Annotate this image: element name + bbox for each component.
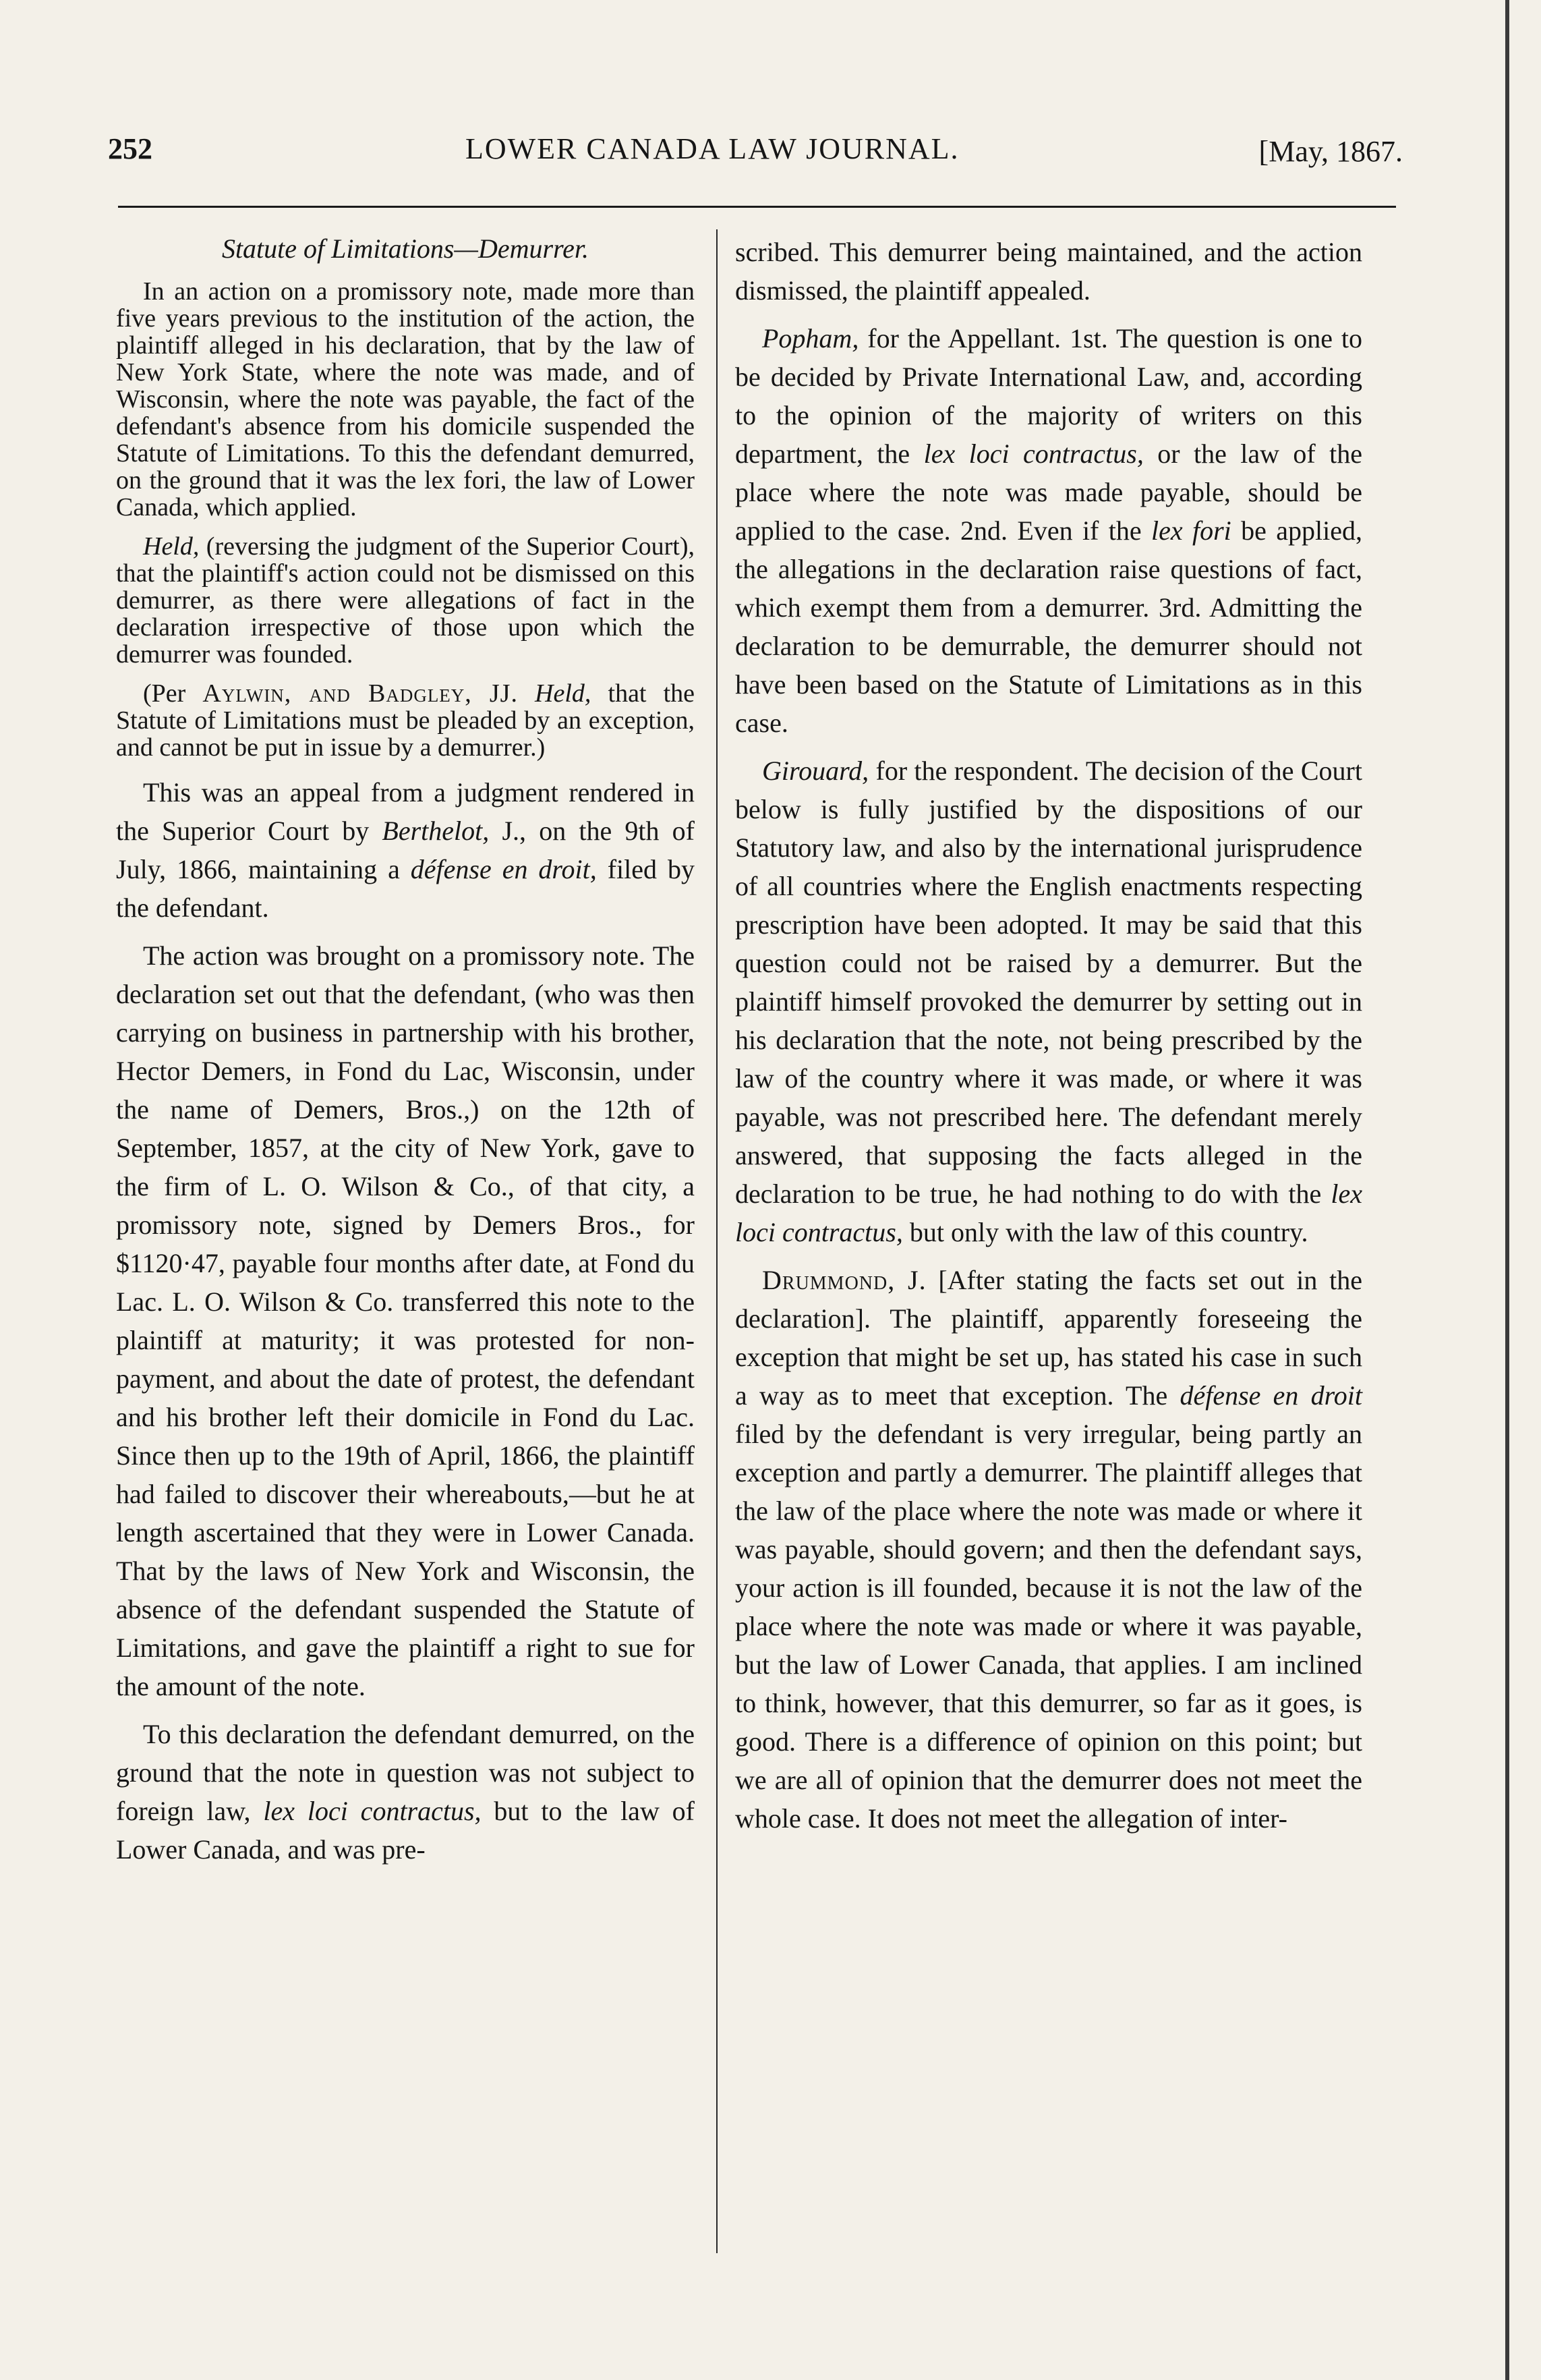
body-paragraph: The action was brought on a promissory note. The declaration set out that the defendant, (who was then carrying on business in partnership with his brother, Hector Demers, in Fond du Lac, Wisconsin, under the name of Demers, Bros.,) on the 12th of September, 1857, at the city of New York, gave to the firm of L. O. Wilson & Co., of that city, a promissory note, signed by Demers Bros., for $1120·47, payable four months after date, at Fond du Lac. L. O. Wilson & Co. transferred this note to the plaintiff at maturity; it was protested for non-payment, and about the date of protest, the defendant and his brother left their domicile in Fond du Lac. Since then up to the 19th of April, 1866, the plaintiff had failed to discover their whereabouts,—but he at length ascertained that they were in Lower Canada. That by the laws of New York and Wisconsin, the absence of the defendant suspended the Statute of Limitations, and gave the plaintiff a right to sue for the amount of the note. — [116, 940, 695, 1701]
running-title: LOWER CANADA LAW JOURNAL. — [465, 132, 960, 165]
syllabus-paragraph: Held, (reversing the judgment of the Superior Court), that the plaintiff's action could not be dismissed on this demurrer, as there were allegations of fact in the declaration irrespective of those upon which the demurrer was founded. — [116, 532, 695, 669]
left-body — [116, 773, 695, 1869]
syllabus-paragraph: (Per Aylwin, and Badgley, JJ. Held, that the Statute of Limitations must be pleaded by an exception, and cannot be put in issue by a demurrer.) — [116, 679, 695, 762]
syllabus-paragraph: In an action on a promissory note, made more than five years previous to the institution of the action, the plaintiff alleged in his declaration, that by the law of New York State, where the note was made, and of Wisconsin, where the note was payable, the fact of the defendant's absence from his domicile suspended the Statute of Limitations. To this the defendant demurred, on the ground that it was the lex fori, the law of Lower Canada, which applied. — [116, 277, 695, 521]
case-heading: Statute of Limitations—Demurrer. — [221, 233, 589, 264]
right-column — [735, 233, 1362, 1847]
body-paragraph: Drummond, J. [After stating the facts set out in the declaration]. The plaintiff, apparently foreseeing the exception that might be set up, has stated his case in such a way as to meet that exception. The défense en droit filed by the defendant is very irregular, being partly an exception and partly a demurrer. The plaintiff alleges that the law of the place where the note was made or where it was payable, should govern; and then the defendant says, your action is ill founded, because it is not the law of the place where the note was made or where it was payable, but the law of Lower Canada, that applies. I am inclined to think, however, that this demurrer, so far as it goes, is good. There is a difference of opinion on this point; but we are all of opinion that the demurrer does not meet the whole case. It does not meet the allegation of inter- — [735, 1265, 1362, 1834]
syllabus — [116, 278, 695, 761]
body-paragraph: To this declaration the defendant demurred, on the ground that the note in question was not subject to foreign law, lex loci contractus, but to the law of Lower Canada, and was pre- — [116, 1719, 695, 1865]
column-divider — [716, 229, 718, 2253]
page-header — [101, 132, 1403, 186]
body-paragraph: This was an appeal from a judgment rendered in the Superior Court by Berthelot, J., on the 9th of July, 1866, maintaining a défense en droit, filed by the defendant. — [116, 777, 695, 923]
body-paragraph: Popham, for the Appellant. 1st. The question is one to be decided by Private International Law, and, according to the opinion of the majority of writers on this department, the lex loci contractus, or the law of the place where the note was made payable, should be applied to the case. 2nd. Even if the lex fori be applied, the allegations in the declaration raise questions of fact, which exempt them from a demurrer. 3rd. Admitting the declaration to be demurrable, the demurrer should not have been based on the Statute of Limitations as in this case. — [735, 323, 1363, 738]
page-number: 252 — [108, 132, 152, 165]
body-paragraph: Girouard, for the respondent. The decision of the Court below is fully justified by the dispositions of our Statutory law, and also by the international jurisprudence of all countries where the English enactments respecting prescription have been adopted. It may be said that this question could not be raised by a demurrer. But the plaintiff himself provoked the demurrer by setting out in his declaration that the note, not being prescribed by the law of the country where it was made, or where it was payable, was not prescribed here. The defendant merely answered, that supposing the facts alleged in the declaration to be true, he had nothing to do with the lex loci contractus, but only with the law of this country. — [735, 756, 1362, 1247]
binding-edge — [1505, 0, 1509, 2380]
body-paragraph: scribed. This demurrer being maintained, and the action dismissed, the plaintiff appealed. — [735, 237, 1362, 306]
issue-date: [May, 1867. — [1258, 135, 1403, 168]
header-rule — [118, 206, 1396, 208]
left-column — [116, 233, 695, 1878]
